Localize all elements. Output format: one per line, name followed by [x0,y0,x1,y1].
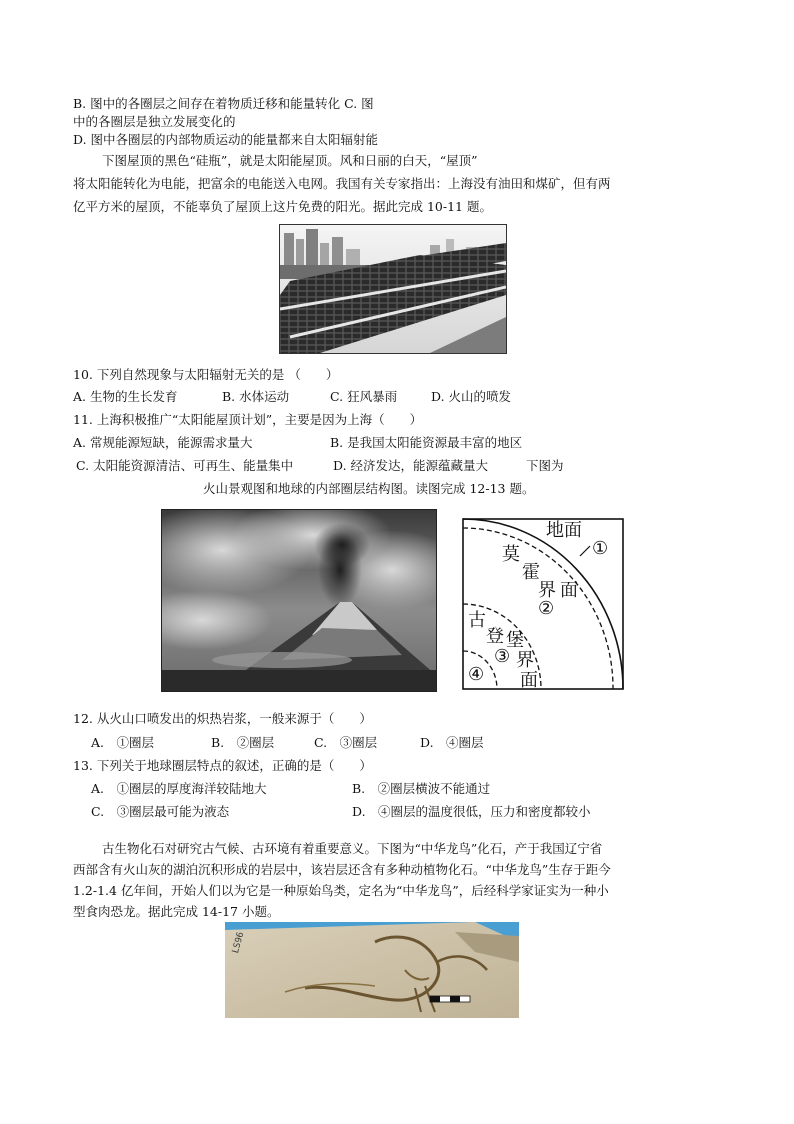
intro-fossil-line3: 1.2-1.4 亿年间，开始人们以为它是一种原始鸟类，定名为“中华龙鸟”，后经科学家证实为一种小 [73,883,609,898]
intro-fossil-line4: 型食肉恐龙。据此完成 14-17 小题。 [73,904,280,919]
intro-solar-line3: 亿平方米的屋顶，不能辜负了屋顶上这片免费的阳光。据此完成 10-11 题。 [73,199,492,214]
volcano-image [162,510,436,691]
q11-option-b: B. 是我国太阳能资源最丰富的地区 [330,435,523,450]
option-d: D. 图中各圈层的内部物质运动的能量都来自太阳辐射能 [73,132,379,147]
q13-option-a: A. ①圈层的厚度海洋较陆地大 [91,781,267,796]
option-b-line2: 中的各圈层是独立发展变化的 [73,114,236,129]
volcano-photo [161,509,437,692]
q11-option-d: D. 经济发达，能源蕴藏量大 [333,458,489,473]
surface-label: 地面 [546,520,582,541]
q10-option-b: B. 水体运动 [222,389,290,404]
intro-volcano-start: 下图为 [526,458,564,473]
solar-roof-image [280,225,506,353]
q12-option-d: D. ④圈层 [420,735,484,750]
q10-option-c: C. 狂风暴雨 [330,389,398,404]
q12-stem: 12. 从火山口喷发出的炽热岩浆，一般来源于（ ） [73,711,372,726]
q10-stem: 10. 下列自然现象与太阳辐射无关的是 （ ） [73,367,339,382]
solar-roof-photo [279,224,507,354]
layer-3-label: ③ [494,646,511,667]
moho-char-2: 霍 [522,562,540,583]
q13-option-d: D. ④圈层的温度很低，压力和密度都较小 [352,804,591,819]
q13-option-b: B. ②圈层横波不能通过 [352,781,491,796]
intro-fossil-line1: 古生物化石对研究古气候、古环境有着重要意义。下图为“中华龙鸟”化石，产于我国辽宁省 [102,841,603,856]
fossil-image [225,922,519,1018]
option-b-line1: B. 图中的各圈层之间存在着物质迁移和能量转化 C. 图 [73,96,374,111]
layer-1-label: ① [592,538,609,559]
moho-char-4: 面 [560,580,578,601]
gutenberg-char-2: 登 [486,626,504,647]
q11-option-c: C. 太阳能资源清洁、可再生、能量集中 [76,458,294,473]
moho-char-1: 莫 [502,544,520,565]
q11-option-a: A. 常规能源短缺，能源需求量大 [73,435,253,450]
q13-stem: 13. 下列关于地球圈层特点的叙述，正确的是（ ） [73,758,372,773]
q13-option-c: C. ③圈层最可能为液态 [91,804,230,819]
q12-option-a: A. ①圈层 [91,735,155,750]
q10-option-a: A. 生物的生长发育 [73,389,178,404]
fossil-photo [225,922,519,1018]
q12-option-c: C. ③圈层 [314,735,378,750]
layer-4-label: ④ [468,664,485,685]
gutenberg-char-4: 界 [516,650,534,671]
gutenberg-char-1: 古 [468,610,486,631]
gutenberg-char-3: 堡 [506,630,524,651]
earth-layers-diagram [462,518,624,690]
gutenberg-char-5: 面 [520,670,538,690]
q11-stem: 11. 上海积极推广“太阳能屋顶计划”，主要是因为上海（ ） [73,412,423,427]
intro-volcano: 火山景观图和地球的内部圈层结构图。读图完成 12-13 题。 [203,481,535,496]
moho-char-3: 界 [538,580,556,601]
intro-fossil-line2: 西部含有火山灰的湖泊沉积形成的岩层中，该岩层还含有多种动植物化石。“中华龙鸟”生存于距今 [73,862,611,877]
q10-option-d: D. 火山的喷发 [431,389,512,404]
intro-solar-line2: 将太阳能转化为电能，把富余的电能送入电网。我国有关专家指出：上海没有油田和煤矿，但有两 [73,176,611,191]
q12-option-b: B. ②圈层 [211,735,275,750]
layer-2-label: ② [538,598,555,619]
fossil-specimen-label: LS96 [231,931,247,955]
intro-solar-line1: 下图屋顶的黑色“硅瓶”，就是太阳能屋顶。风和日丽的白天，“屋顶” [102,153,478,168]
